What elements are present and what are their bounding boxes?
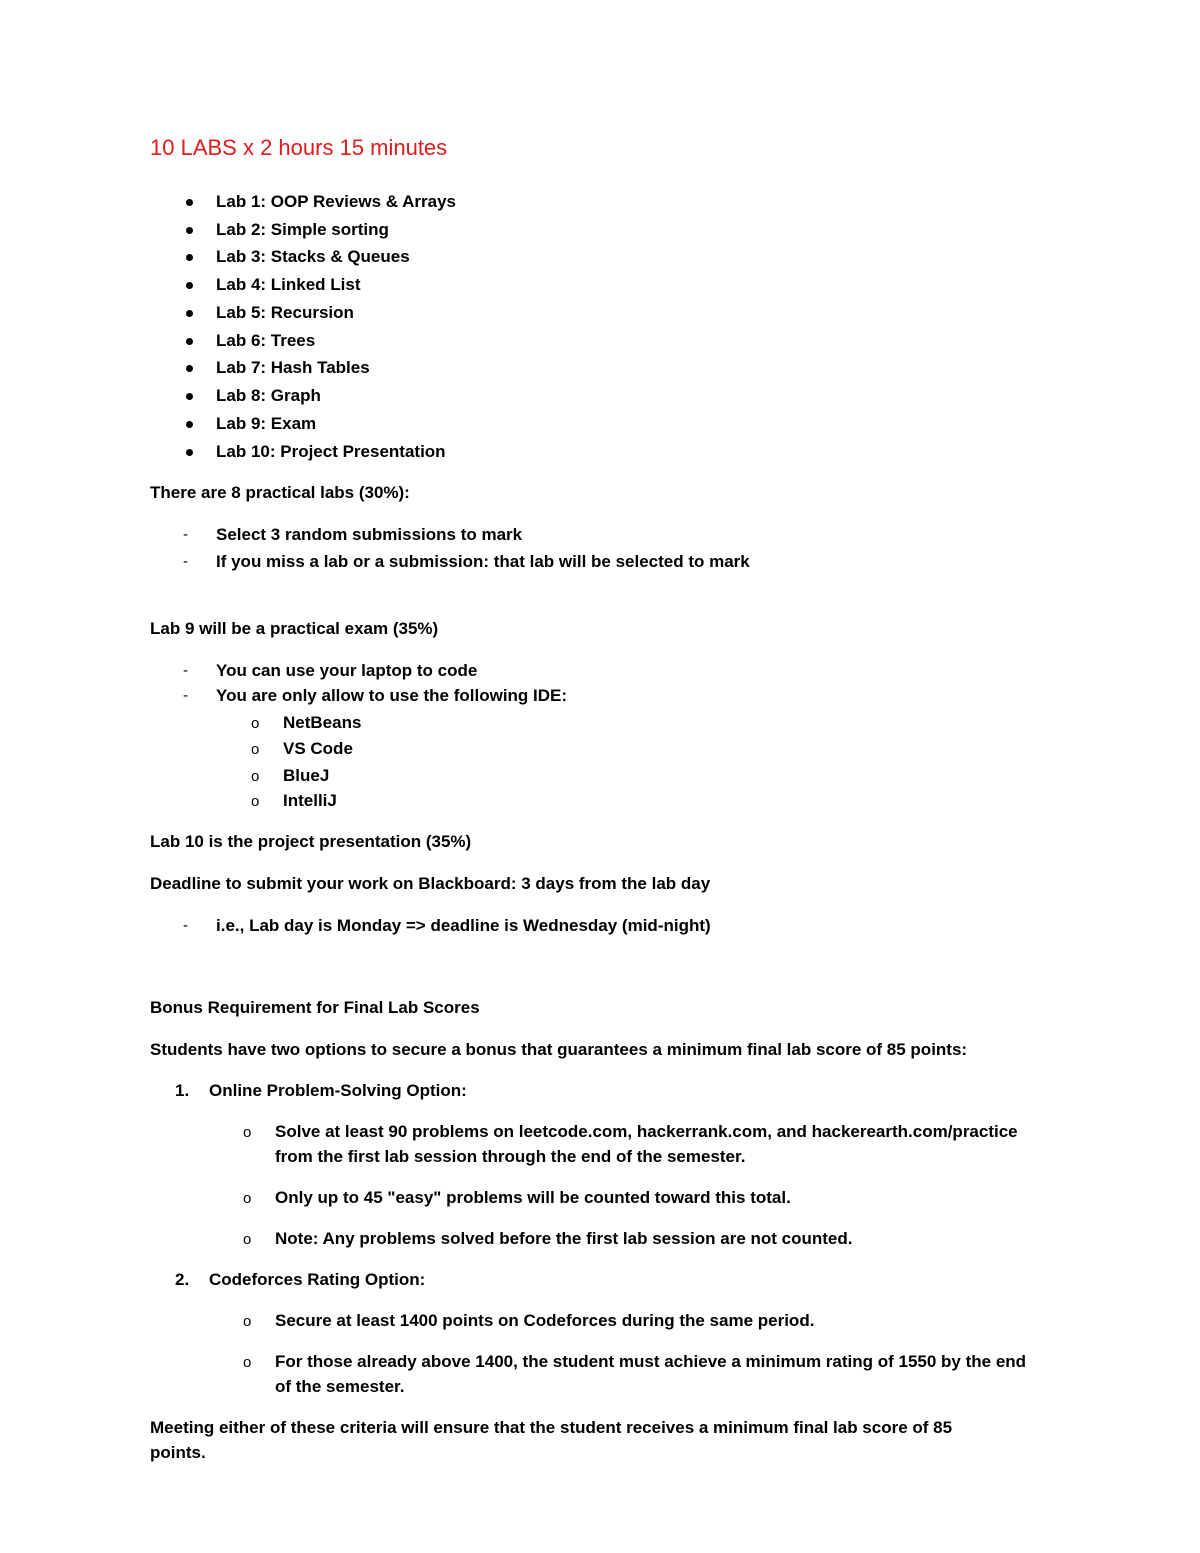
option-number: 2.: [175, 1270, 190, 1289]
exam-heading: Lab 9 will be a practical exam (35%): [150, 619, 439, 638]
circle-bullet-icon: o: [251, 741, 260, 758]
lab-item: Lab 2: Simple sorting: [216, 220, 389, 239]
exam-item: You can use your laptop to code: [216, 661, 478, 680]
project-line: Lab 10 is the project presentation (35%): [150, 832, 472, 851]
deadline-example: i.e., Lab day is Monday => deadline is Wednesday (mid-night): [216, 916, 711, 935]
closing-line: Meeting either of these criteria will ensure that the student receives a minimum final lab score of 85: [150, 1418, 953, 1437]
circle-bullet-icon: o: [243, 1313, 252, 1330]
page-title: 10 LABS x 2 hours 15 minutes: [150, 135, 448, 160]
exam-item: You are only allow to use the following IDE:: [216, 686, 568, 705]
bullet-icon: [186, 421, 193, 428]
option-item: For those already above 1400, the student must achieve a minimum rating of 1550 by the end: [275, 1352, 1027, 1371]
bullet-icon: [186, 338, 193, 345]
bullet-icon: [186, 254, 193, 261]
bullet-icon: [186, 227, 193, 234]
circle-bullet-icon: o: [243, 1190, 252, 1207]
dash-icon: -: [183, 662, 188, 679]
bullet-icon: [186, 365, 193, 372]
deadline-heading: Deadline to submit your work on Blackboard: 3 days from the lab day: [150, 874, 711, 893]
dash-icon: -: [183, 687, 188, 704]
option-item: Only up to 45 "easy" problems will be counted toward this total.: [275, 1188, 791, 1207]
bonus-heading: Bonus Requirement for Final Lab Scores: [150, 998, 480, 1017]
lab-item: Lab 5: Recursion: [216, 303, 354, 322]
ide-item: IntelliJ: [283, 791, 337, 810]
circle-bullet-icon: o: [251, 715, 260, 732]
option-item-continued: of the semester.: [275, 1377, 405, 1396]
lab-item: Lab 3: Stacks & Queues: [216, 247, 410, 266]
practical-item: If you miss a lab or a submission: that lab will be selected to mark: [216, 552, 750, 571]
bullet-icon: [186, 199, 193, 206]
closing-line-continued: points.: [150, 1443, 206, 1462]
dash-icon: -: [183, 526, 188, 543]
bullet-icon: [186, 449, 193, 456]
lab-item: Lab 7: Hash Tables: [216, 358, 370, 377]
lab-item: Lab 9: Exam: [216, 414, 317, 433]
option-item: Secure at least 1400 points on Codeforces during the same period.: [275, 1311, 815, 1330]
lab-item: Lab 1: OOP Reviews & Arrays: [216, 192, 456, 211]
ide-item: BlueJ: [283, 766, 330, 785]
option-item: Solve at least 90 problems on leetcode.com, hackerrank.com, and hackerearth.com/practice: [275, 1122, 1018, 1141]
ide-item: NetBeans: [283, 713, 362, 732]
option-item: Note: Any problems solved before the first lab session are not counted.: [275, 1229, 853, 1248]
bullet-icon: [186, 310, 193, 317]
bullet-icon: [186, 282, 193, 289]
option-title: Codeforces Rating Option:: [209, 1270, 426, 1289]
option-title: Online Problem-Solving Option:: [209, 1081, 467, 1100]
circle-bullet-icon: o: [243, 1231, 252, 1248]
bonus-intro: Students have two options to secure a bonus that guarantees a minimum final lab score of 85 points:: [150, 1040, 968, 1059]
circle-bullet-icon: o: [243, 1124, 252, 1141]
lab-item: Lab 6: Trees: [216, 331, 316, 350]
lab-item: Lab 8: Graph: [216, 386, 321, 405]
practical-item: Select 3 random submissions to mark: [216, 525, 523, 544]
circle-bullet-icon: o: [251, 768, 260, 785]
lab-item: Lab 10: Project Presentation: [216, 442, 446, 461]
lab-item: Lab 4: Linked List: [216, 275, 361, 294]
circle-bullet-icon: o: [243, 1354, 252, 1371]
bullet-icon: [186, 393, 193, 400]
dash-icon: -: [183, 917, 188, 934]
option-item-continued: from the first lab session through the end of the semester.: [275, 1147, 746, 1166]
practical-heading: There are 8 practical labs (30%):: [150, 483, 410, 502]
dash-icon: -: [183, 553, 188, 570]
option-number: 1.: [175, 1081, 190, 1100]
circle-bullet-icon: o: [251, 793, 260, 810]
ide-item: VS Code: [283, 739, 353, 758]
